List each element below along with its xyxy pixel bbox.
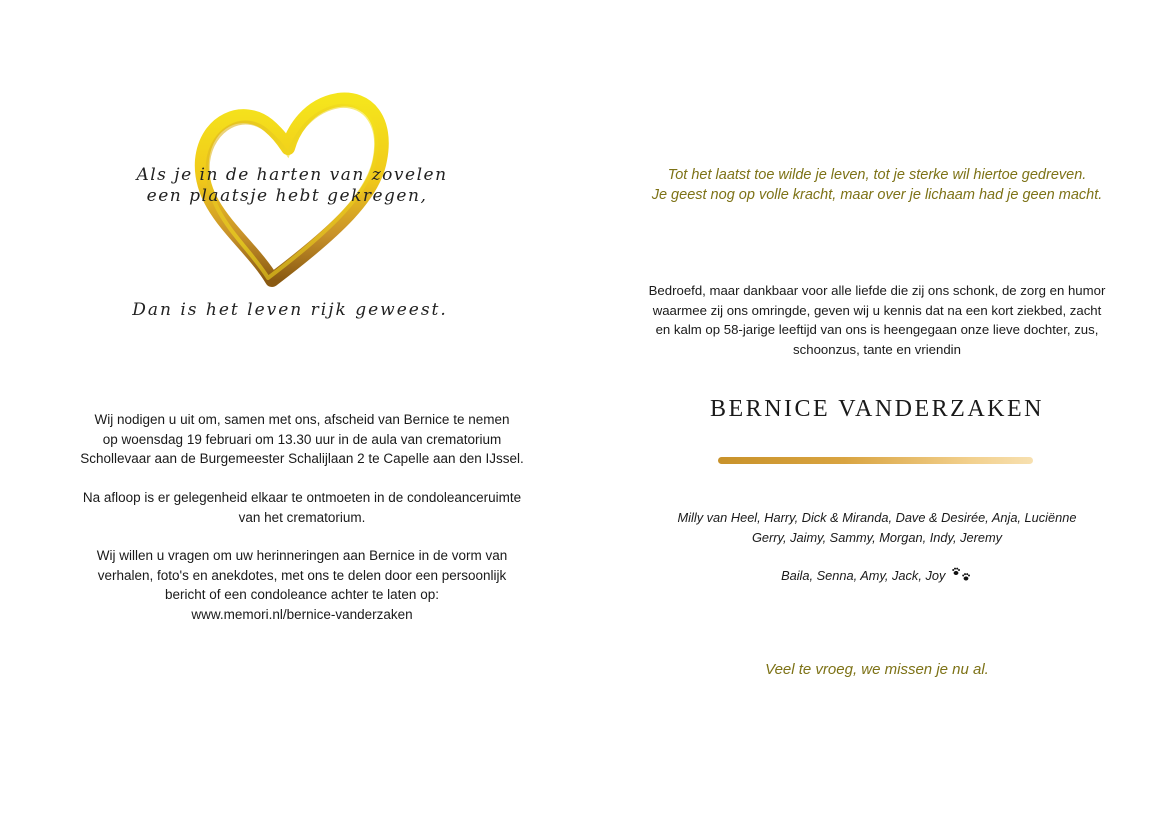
poem-line-2: een plaatsje hebt gekregen, [146, 186, 428, 206]
quote-line-1: Tot het laatst toe wilde je leven, tot je sterke wil hiertoe gedreven. [667, 167, 1087, 183]
text-line: verhalen, foto's en anekdotes, met ons te delen door een persoonlijk [97, 567, 507, 583]
right-panel [585, 0, 1169, 827]
quote [585, 165, 1169, 205]
text-line: waarmee zij ons omringde, geven wij u kennis dat na een kort ziekbed, zacht [652, 302, 1102, 318]
memori-link[interactable]: www.memori.nl/bernice-vanderzaken [191, 606, 413, 622]
text-line: op woensdag 19 februari om 13.30 uur in de aula van crematorium [102, 431, 502, 447]
ceremony-paragraph [52, 410, 552, 469]
pets-names: Baila, Senna, Amy, Jack, Joy [781, 568, 946, 583]
text-line: bericht of een condoleance achter te laten op: [165, 587, 439, 603]
deceased-name: BERNICE VANDERZAKEN [710, 396, 1044, 422]
poem-line-3: Dan is het leven rijk geweest. [132, 300, 448, 320]
family-line-2: Gerry, Jaimy, Sammy, Morgan, Indy, Jeremy [751, 529, 1003, 545]
memories-paragraph [52, 546, 552, 624]
text-line: schoonzus, tante en vriendin [793, 341, 961, 357]
text-line: Na afloop is er gelegenheid elkaar te ontmoeten in de condoleanceruimte [82, 490, 522, 505]
family-line-1: Milly van Heel, Harry, Dick & Miranda, Dave & Desirée, Anja, Luciënne [677, 510, 1077, 525]
gold-divider [718, 457, 1033, 464]
announcement [627, 281, 1127, 359]
quote-line-2: Je geest nog op volle kracht, maar over je lichaam had je geen macht. [651, 187, 1103, 203]
text-line: van het crematorium. [238, 509, 366, 525]
family-names [585, 508, 1169, 547]
closing-line: Veel te vroeg, we missen je nu al. [765, 661, 989, 678]
text-line: Wij willen u vragen om uw herinneringen aan Bernice in de vorm van [96, 548, 508, 563]
pets-line [585, 566, 1169, 586]
text-line: Schollevaar aan de Burgemeester Schalijlaan 2 te Capelle aan den IJssel. [80, 451, 524, 467]
gathering-paragraph [52, 488, 552, 527]
left-panel [0, 0, 584, 827]
text-line: Wij nodigen u uit om, samen met ons, afscheid van Bernice te nemen [94, 412, 510, 427]
text-line: en kalm op 58-jarige leeftijd van ons is heengegaan onze lieve dochter, zus, [655, 322, 1099, 338]
poem-line-1: Als je in de harten van zovelen [136, 165, 448, 185]
paw-prints-icon [951, 567, 973, 583]
text-line: Bedroefd, maar dankbaar voor alle liefde die zij ons schonk, de zorg en humor [648, 283, 1106, 298]
